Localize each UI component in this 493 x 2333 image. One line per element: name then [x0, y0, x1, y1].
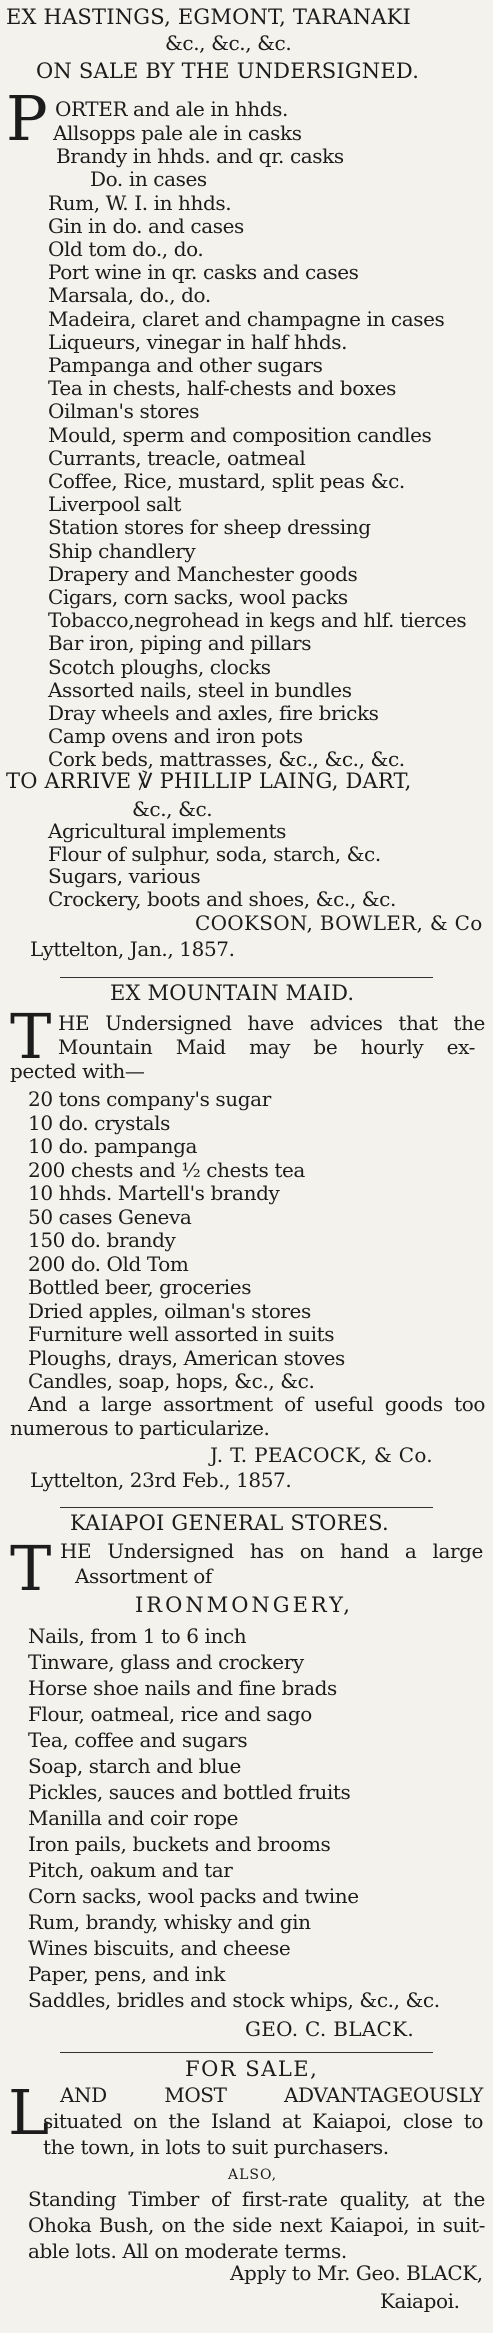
list-item: Saddles, bridles and stock whips, &c., &c.	[28, 1988, 440, 2012]
intro-line: Mountain Maid may be hourly ex-	[58, 1035, 475, 1059]
list-item: Ploughs, drays, American stoves	[28, 1345, 345, 1370]
signature: J. T. PEACOCK, & Co.	[210, 1443, 433, 1467]
list-item: Sugars, various	[48, 864, 201, 888]
signature: COOKSON, BOWLER, & Co	[195, 911, 483, 935]
drop-cap: P	[6, 82, 48, 155]
list-item: Old tom do., do.	[48, 237, 204, 261]
list-item: 10 do. pampanga	[28, 1134, 198, 1158]
intro-line: HE Undersigned have advices that the	[58, 1011, 485, 1035]
list-item: Marsala, do., do.	[48, 283, 211, 308]
list-item: Gin in do. and cases	[48, 213, 244, 238]
list-item: Paper, pens, and ink	[28, 1962, 226, 1986]
intro-line: Assortment of	[75, 1564, 212, 1588]
list-item: Liqueurs, vinegar in half hhds.	[48, 329, 348, 354]
ad-header: EX MOUNTAIN MAID.	[110, 981, 355, 1005]
closing-line: numerous to particularize.	[10, 1416, 270, 1440]
divider	[60, 977, 433, 978]
list-item: Camp ovens and iron pots	[48, 724, 303, 749]
list-item: Manilla and coir rope	[28, 1806, 239, 1830]
list-item: Ship chandlery	[48, 538, 196, 563]
list-item: Tobacco,negrohead in kegs and hlf. tierces	[48, 608, 467, 633]
body-line: able lots. All on moderate terms.	[28, 2239, 347, 2263]
list-item: Do. in cases	[90, 167, 207, 192]
body-line: Ohoka Bush, on the side next Kaiapoi, in suit-	[28, 2213, 485, 2237]
list-item: Port wine in qr. casks and cases	[48, 260, 359, 285]
place-date: Lyttelton, Jan., 1857.	[30, 937, 235, 961]
list-item: Furniture well assorted in suits	[28, 1322, 335, 1346]
first-line: ORTER and ale in hhds.	[55, 97, 288, 121]
drop-cap: T	[10, 1532, 52, 1605]
list-item: Cork beds, mattrasses, &c., &c., &c.	[48, 747, 405, 772]
intro-line: AND MOST ADVANTAGEOUSLY	[60, 2083, 483, 2107]
intro-line: pected with—	[10, 1059, 145, 1083]
list-item: Bar iron, piping and pillars	[48, 631, 312, 656]
ad-title: IRONMONGERY,	[135, 1593, 353, 1617]
place-date: Lyttelton, 23rd Feb., 1857.	[30, 1468, 292, 1492]
signature: GEO. C. BLACK.	[245, 2017, 415, 2041]
list-item: Candles, soap, hops, &c., &c.	[28, 1369, 315, 1393]
list-item: Currants, treacle, oatmeal	[48, 445, 306, 470]
arrive-line: TO ARRIVE ℣ PHILLIP LAING, DART,	[6, 769, 412, 793]
list-item: Soap, starch and blue	[28, 1754, 241, 1778]
list-item: Rum, brandy, whisky and gin	[28, 1910, 311, 1934]
drop-cap: L	[8, 2076, 50, 2149]
apply-line: Apply to Mr. Geo. BLACK,	[230, 2261, 483, 2285]
list-item: 200 do. Old Tom	[28, 1251, 189, 1276]
list-item: Agricultural implements	[48, 819, 287, 843]
list-item: Nails, from 1 to 6 inch	[28, 1624, 247, 1648]
list-item: Pickles, sauces and bottled fruits	[28, 1780, 351, 1804]
list-item: Bottled beer, groceries	[28, 1275, 252, 1299]
drop-cap: T	[10, 1000, 52, 1073]
list-item: Pampanga and other sugars	[48, 353, 323, 377]
list-item: Pitch, oakum and tar	[28, 1858, 233, 1882]
list-item: Tea in chests, half-chests and boxes	[48, 376, 397, 401]
intro-line: HE Undersigned has on hand a large	[60, 1539, 483, 1563]
list-item: 20 tons company's sugar	[28, 1087, 271, 1111]
list-item: 200 chests and ½ chests tea	[28, 1157, 305, 1182]
list-item: Rum, W. I. in hhds.	[48, 190, 232, 215]
also-label: ALSO,	[228, 2167, 278, 2183]
list-item: Iron pails, buckets and brooms	[28, 1832, 331, 1856]
closing-line: And a large assortment of useful goods too	[28, 1392, 485, 1416]
intro-line: the town, in lots to suit purchasers.	[43, 2135, 389, 2159]
list-item: Tinware, glass and crockery	[28, 1650, 304, 1674]
list-item: Tea, coffee and sugars	[28, 1728, 248, 1752]
list-item: Dray wheels and axles, fire bricks	[48, 701, 379, 725]
list-item: Corn sacks, wool packs and twine	[28, 1884, 359, 1908]
ad-header: FOR SALE,	[185, 2057, 319, 2081]
list-item: Dried apples, oilman's stores	[28, 1298, 311, 1323]
list-item: Wines biscuits, and cheese	[28, 1936, 291, 1960]
place: Kaiapoi.	[380, 2289, 460, 2313]
list-item: 50 cases Geneva	[28, 1204, 192, 1229]
intro-line: situated on the Island at Kaiapoi, close to	[43, 2109, 483, 2133]
divider	[60, 2052, 433, 2053]
list-item: Flour of sulphur, soda, starch, &c.	[48, 841, 381, 866]
ad-header: KAIAPOI GENERAL STORES.	[70, 1511, 389, 1535]
list-item: Crockery, boots and shoes, &c., &c.	[48, 886, 396, 911]
list-item: Cigars, corn sacks, wool packs	[48, 585, 348, 609]
list-item: Assorted nails, steel in bundles	[48, 677, 352, 702]
ad-subheader: ON SALE BY THE UNDERSIGNED.	[36, 59, 420, 83]
list-item: Horse shoe nails and fine brads	[28, 1676, 337, 1700]
list-item: 10 hhds. Martell's brandy	[28, 1181, 280, 1205]
list-item: Flour, oatmeal, rice and sago	[28, 1702, 312, 1726]
list-item: Madeira, claret and champagne in cases	[48, 306, 445, 331]
list-item: 10 do. crystals	[28, 1110, 170, 1135]
list-item: Liverpool salt	[48, 492, 182, 517]
list-item: Allsopps pale ale in casks	[53, 121, 302, 145]
body-line: Standing Timber of first-rate quality, at the	[28, 2187, 485, 2211]
list-item: Station stores for sheep dressing	[48, 515, 371, 540]
list-item: Mould, sperm and composition candles	[48, 422, 432, 447]
arrive-etc: &c., &c.	[132, 797, 213, 821]
divider	[60, 1507, 433, 1508]
list-item: Coffee, Rice, mustard, split peas &c.	[48, 469, 405, 493]
list-item: Drapery and Manchester goods	[48, 561, 358, 586]
ad-header: EX HASTINGS, EGMONT, TARANAKI	[6, 5, 412, 29]
list-item: 150 do. brandy	[28, 1228, 176, 1252]
list-item: Oilman's stores	[48, 399, 200, 424]
list-item: Brandy in hhds. and qr. casks	[56, 144, 344, 169]
ad-header-etc: &c., &c., &c.	[165, 31, 292, 55]
list-item: Scotch ploughs, clocks	[48, 654, 271, 679]
